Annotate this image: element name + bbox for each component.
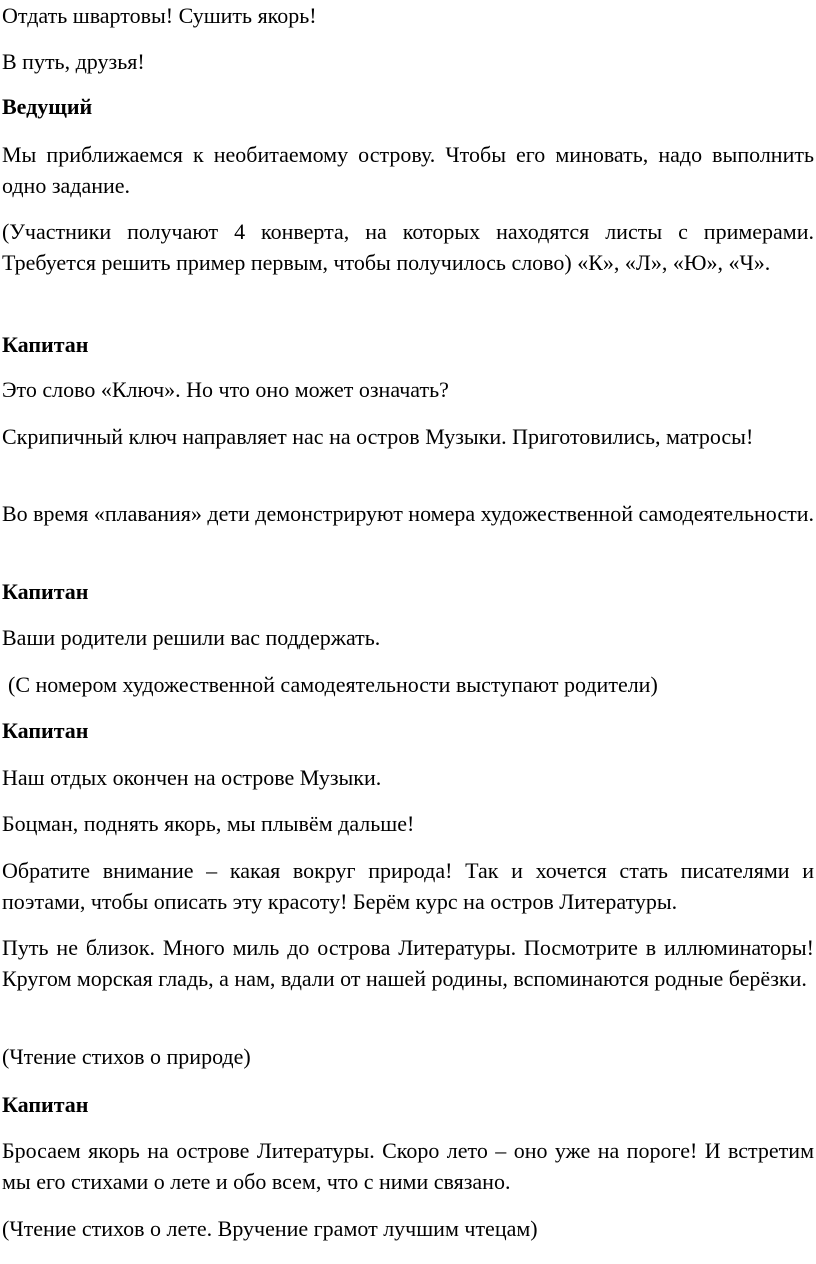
speaker-heading: Капитан: [2, 1092, 89, 1117]
paragraph: Ваши родители решили вас поддержать.: [2, 625, 381, 650]
stage-direction: (Участники получают 4 конверта, на которых находятся листы с примерами. Требуется решить пример первым, чтобы получилось слово) «К», «Л», «Ю», «Ч».: [2, 219, 814, 275]
speaker-heading: Капитан: [2, 332, 89, 357]
speaker-heading: Ведущий: [2, 94, 93, 119]
paragraph: Отдать швартовы! Сушить якорь!: [2, 3, 317, 28]
paragraph: Скрипичный ключ направляет нас на остров Музыки. Приготовились, матросы!: [2, 424, 754, 449]
stage-direction: (Чтение стихов о лете. Вручение грамот лучшим чтецам): [2, 1216, 538, 1241]
paragraph: Боцман, поднять якорь, мы плывём дальше!: [2, 811, 415, 836]
stage-direction: (Чтение стихов о природе): [2, 1044, 251, 1069]
paragraph: В путь, друзья!: [2, 49, 145, 74]
speaker-heading: Капитан: [2, 579, 89, 604]
paragraph: Мы приближаемся к необитаемому острову. Чтобы его миновать, надо выполнить одно задание.: [2, 142, 814, 198]
paragraph: Это слово «Ключ». Но что оно может означать?: [2, 377, 449, 402]
stage-direction: Во время «плавания» дети демонстрируют номера художественной самодеятельности.: [2, 501, 815, 526]
stage-direction: (С номером художественной самодеятельности выступают родители): [8, 672, 658, 697]
paragraph: Наш отдых окончен на острове Музыки.: [2, 765, 382, 790]
paragraph: Обратите внимание – какая вокруг природа! Так и хочется стать писателями и поэтами, чтобы описать эту красоту! Берём курс на остров Литературы.: [2, 858, 814, 914]
paragraph: Путь не близок. Много миль до острова Литературы. Посмотрите в иллюминаторы! Кругом морская гладь, а нам, вдали от нашей родины, вспоминаются родные берёзки.: [2, 935, 814, 991]
paragraph: Бросаем якорь на острове Литературы. Скоро лето – оно уже на пороге! И встретим мы его стихами о лете и обо всем, что с ними связано.: [2, 1138, 814, 1194]
speaker-heading: Капитан: [2, 718, 89, 743]
